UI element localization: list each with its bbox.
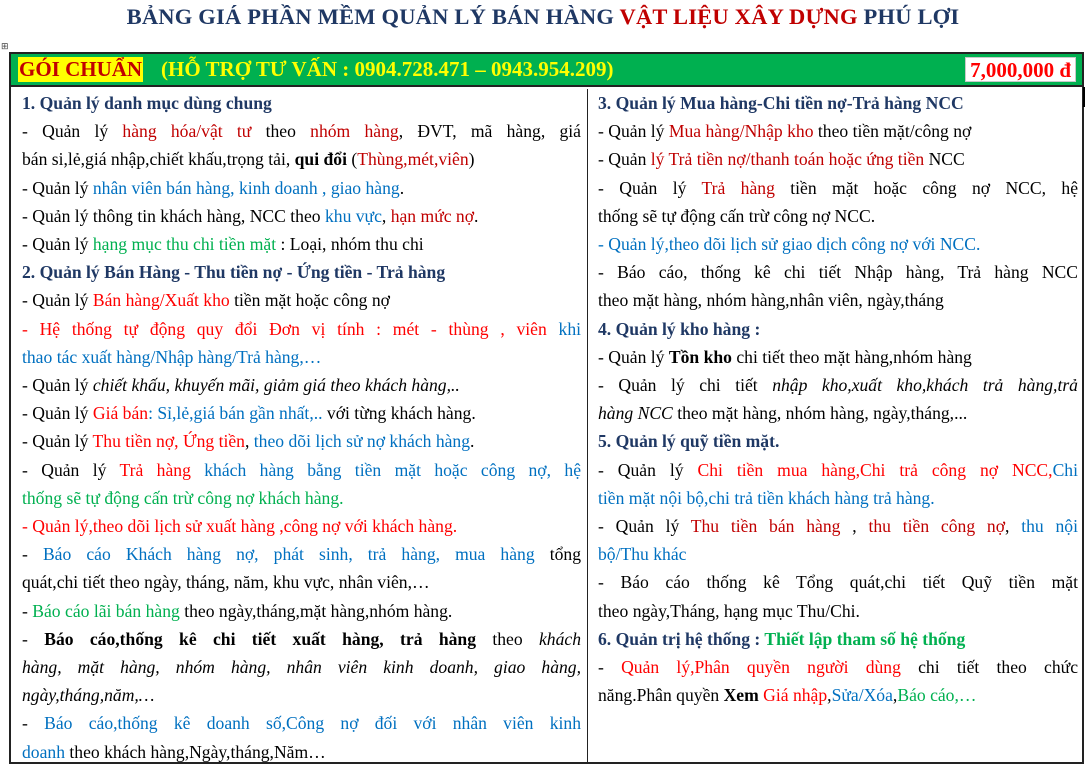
text-run: theo tiền mặt/công nợ (813, 121, 972, 142)
text-run: Trả hàng (701, 177, 775, 198)
text-cursor (1083, 87, 1085, 107)
text-run: , (1005, 516, 1022, 537)
text-run: nhân viên bán hàng, kinh doanh , giao hàng (92, 177, 400, 198)
text-run: - Quản lý (598, 516, 691, 537)
text-run: . (474, 205, 479, 226)
text-run: thống sẽ tự động cấn trừ công nợ NCC. (598, 205, 876, 226)
text-run: khu vực (324, 205, 382, 226)
feature-line (22, 399, 581, 427)
text-run: PHÚ LỢI (857, 4, 960, 29)
text-run: Quản lý,Phân quyền người dùng (621, 657, 901, 678)
text-run: - Quản lý (22, 431, 93, 452)
text-run: quát,chi tiết theo ngày, tháng, năm, khu vực, nhân viên,… (22, 572, 430, 593)
text-run: bộ/Thu khác (598, 544, 687, 565)
text-run: , (892, 685, 898, 706)
text-run: khách hàng bằng tiền mặt hoặc công nợ, hệ (190, 459, 581, 480)
section-heading (598, 315, 1078, 343)
text-run: theo dõi lịch sử nợ khách hàng (253, 431, 471, 452)
feature-line (598, 456, 1078, 484)
section-heading (598, 89, 1078, 117)
text-run: nhóm hàng (310, 121, 399, 142)
text-run: - Hệ thống tự động quy đổi Đơn vị tính : mét - thùng , viên (22, 318, 559, 339)
text-run: - (22, 713, 45, 734)
text-run: , (827, 685, 832, 706)
text-run: 6. Quản trị hệ thống : (598, 628, 765, 649)
text-run: BẢNG GIÁ PHẦN MỀM QUẢN LÝ BÁN HÀNG (126, 4, 620, 29)
text-run: 3. Quản lý Mua hàng-Chi tiền nợ-Trả hàng NCC (598, 93, 964, 113)
feature-line (598, 145, 1078, 173)
feature-line (598, 597, 1078, 625)
price-table (9, 52, 1084, 764)
page-title (0, 4, 1086, 38)
text-run: ( (346, 149, 358, 170)
feature-line (22, 456, 581, 484)
text-run: Báo cáo,thống kê chi tiết xuất hàng, trả hàng (44, 628, 476, 649)
text-run: 5. Quản lý quỹ tiền mặt. (598, 431, 780, 452)
text-run: - Quản lý (598, 346, 669, 367)
text-run: : Loại, nhóm thu chi (276, 234, 424, 255)
text-run: Trả hàng (119, 459, 191, 480)
text-run: ngày,tháng,năm,… (22, 685, 155, 706)
text-run: thao tác xuất hàng/Nhập hàng/Trả hàng,… (22, 346, 322, 367)
text-run: - Quản lý,theo dõi lịch sử xuất hàng ,công nợ với khách hàng. (22, 516, 458, 537)
feature-line (598, 512, 1078, 540)
feature-line (22, 427, 581, 455)
feature-line (598, 343, 1078, 371)
feature-line (22, 145, 581, 173)
feature-line (598, 484, 1078, 512)
feature-line (22, 681, 581, 709)
text-run: hạn mức nợ (390, 205, 475, 226)
text-run: Chi tiền mua hàng,Chi trả công nợ NCC, (697, 459, 1053, 480)
feature-line (22, 174, 581, 202)
feature-line (22, 484, 581, 512)
text-run: thống sẽ tự động cấn trừ công nợ khách hàng. (22, 487, 344, 508)
feature-line (22, 512, 581, 540)
text-run: 2. Quản lý Bán Hàng - Thu tiền nợ - Ứng tiền - Trả hàng (22, 262, 446, 283)
text-run: lý Trả tiền nợ/thanh toán hoặc ứng tiền (650, 149, 925, 170)
text-run: - (22, 544, 43, 565)
feature-line (22, 315, 581, 343)
text-run: Mua hàng/Nhập kho (668, 121, 814, 142)
text-run: thu nội (1021, 516, 1078, 537)
feature-line (598, 399, 1078, 427)
feature-line (598, 202, 1078, 230)
text-run: Thu tiền nợ, Ứng tiền (92, 431, 245, 452)
text-run: - Quản lý (22, 403, 93, 424)
section-heading (598, 625, 1078, 653)
text-run: , ĐVT, mã hàng, giá (398, 121, 581, 142)
text-run: hàng, mặt hàng, nhóm hàng, nhân viên kinh doanh, giao hàng, (22, 657, 581, 678)
text-run: - Quản lý thông tin khách hàng, NCC theo (22, 205, 325, 226)
text-run: với từng khách hàng. (322, 403, 476, 424)
text-run: theo mặt hàng, nhóm hàng, ngày,tháng,... (672, 403, 968, 424)
text-run: thu tiền công nợ (868, 516, 1006, 537)
text-run: . (399, 177, 405, 198)
text-run: - (598, 657, 622, 678)
text-run: Bán hàng/Xuất kho (92, 290, 230, 311)
feature-line (22, 343, 581, 371)
feature-line (22, 371, 581, 399)
text-run: , (244, 431, 254, 452)
text-run: - Quản lý (22, 375, 93, 396)
text-run: - Quản (598, 149, 651, 170)
text-run: năng.Phân quyền (598, 685, 724, 706)
text-run: VẬT LIỆU XÂY DỰNG (619, 4, 858, 29)
feature-line (598, 174, 1078, 202)
text-run: 4. Quản lý kho hàng : (598, 318, 761, 339)
section-heading (22, 258, 581, 286)
text-run: theo mặt hàng, nhóm hàng,nhân viên, ngày,tháng (598, 290, 944, 311)
text-run: chiết khấu, khuyến mãi, giảm giá theo khách hàng,.. (92, 375, 460, 396)
feature-line (22, 202, 581, 230)
feature-line (598, 568, 1078, 596)
section-heading (22, 89, 581, 117)
text-run: Thùng,mét,viên (357, 149, 469, 170)
feature-line (22, 625, 581, 653)
row-marker-icon: ⊞ (1, 42, 9, 52)
feature-line (22, 738, 581, 762)
support-hotline: (HỖ TRỢ TƯ VẤN : 0904.728.471 – 0943.954.209) (161, 57, 614, 81)
feature-line (598, 540, 1078, 568)
text-run: chi tiết theo chức (900, 657, 1078, 678)
feature-line (22, 286, 581, 314)
feature-line (598, 117, 1078, 145)
text-run: , (840, 516, 869, 537)
section-heading (598, 427, 1078, 455)
text-run: - Báo cáo thống kê Tổng quát,chi tiết Quỹ tiền mặt (598, 572, 1078, 593)
text-run: hàng NCC (598, 403, 673, 424)
text-run: - Quản lý (22, 177, 93, 198)
feature-line (598, 258, 1078, 286)
text-run: Giá bán (92, 403, 149, 424)
feature-line (22, 597, 581, 625)
text-run: Thiết lập tham số hệ thống (764, 628, 966, 649)
text-run: bán si,lẻ,giá nhập,chiết khấu,trọng tải, (22, 149, 295, 170)
text-run: - Quản lý,theo dõi lịch sử giao dịch công nợ với NCC. (598, 234, 981, 255)
text-run: Sửa/Xóa (831, 685, 893, 706)
text-run: - Quản lý (22, 234, 93, 255)
text-run: - Quản lý (22, 290, 93, 311)
feature-line (598, 371, 1078, 399)
feature-line (22, 653, 581, 681)
text-run: Tồn kho (668, 346, 732, 367)
package-header (11, 54, 1082, 87)
text-run: Xem (723, 685, 759, 706)
feature-line (598, 653, 1078, 681)
text-run: tiền mặt hoặc công nợ NCC, hệ (774, 177, 1079, 198)
text-run: hạng mục thu chi tiền mặt (92, 234, 277, 255)
text-run: khách (538, 628, 581, 649)
feature-line (22, 709, 581, 737)
package-label: GÓI CHUẨN (19, 57, 143, 81)
feature-line (598, 230, 1078, 258)
text-run: theo (251, 121, 311, 142)
text-run: - Quản lý (22, 459, 120, 480)
text-run: theo ngày,tháng,mặt hàng,nhóm hàng. (179, 600, 453, 621)
text-run: Giá nhập (758, 685, 828, 706)
text-run: qui đổi (294, 149, 347, 170)
feature-line (22, 230, 581, 258)
text-run: - Quản lý (22, 121, 123, 142)
feature-line (22, 117, 581, 145)
text-run: - Quản lý (598, 121, 669, 142)
package-price: 7,000,000 đ (965, 57, 1076, 82)
text-run: - (22, 628, 45, 649)
text-run: , (381, 205, 391, 226)
text-run: hàng hóa/vật tư (122, 121, 252, 142)
text-run: theo (476, 628, 539, 649)
feature-line (22, 540, 581, 568)
text-run: . (470, 431, 475, 452)
text-run: Báo cáo,… (897, 685, 977, 706)
text-run: theo khách hàng,Ngày,tháng,Năm… (65, 741, 326, 762)
features-right-column (588, 89, 1082, 762)
text-run: tiền mặt nội bộ,chi trả tiền khách hàng trả hàng. (598, 487, 935, 508)
text-run: - (22, 600, 33, 621)
text-run: Báo cáo,thống kê doanh số,Công nợ đối với nhân viên kinh (44, 713, 582, 734)
text-run: - Quản lý (598, 459, 698, 480)
text-run: : Sỉ,lẻ,giá bán gần nhất,.. (148, 403, 323, 424)
text-run: nhập kho,xuất kho,khách trả hàng,trả (772, 375, 1078, 396)
text-run: Báo cáo Khách hàng nợ, phát sinh, trả hàng, mua hàng (42, 544, 535, 565)
text-run: NCC (924, 149, 965, 170)
text-run: - Báo cáo, thống kê chi tiết Nhập hàng, Trả hàng NCC (598, 262, 1078, 283)
text-run: ) (468, 149, 475, 170)
feature-line (22, 568, 581, 596)
feature-line (598, 286, 1078, 314)
text-run: Chi (1052, 459, 1078, 480)
text-run: khi (558, 318, 581, 339)
text-run: Báo cáo lãi bán hàng (32, 600, 180, 621)
text-run: Thu tiền bán hàng (690, 516, 841, 537)
text-run: theo ngày,Tháng, hạng mục Thu/Chi. (598, 600, 860, 621)
text-run: - Quản lý (598, 177, 702, 198)
text-run: 1. Quản lý danh mục dùng chung (22, 93, 272, 113)
text-run: - Quản lý chi tiết (598, 375, 773, 396)
features-left-column (11, 89, 588, 762)
text-run: tổng (534, 544, 581, 565)
text-run: chi tiết theo mặt hàng,nhóm hàng (731, 346, 972, 367)
text-run: doanh (22, 741, 65, 762)
text-run: tiền mặt hoặc công nợ (229, 290, 390, 311)
feature-line (598, 681, 1078, 709)
